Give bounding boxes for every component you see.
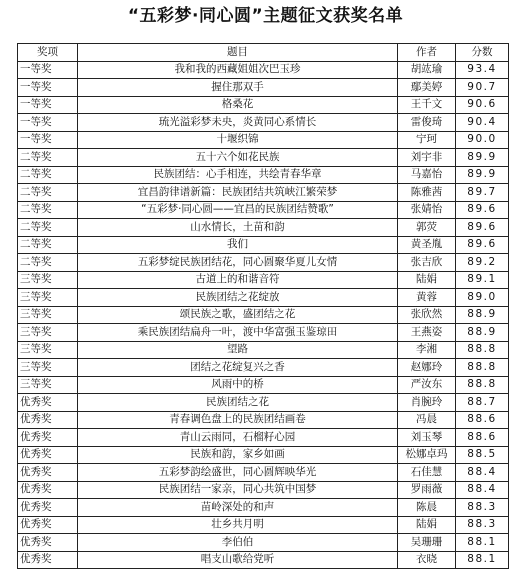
prize-cell: 优秀奖 — [18, 446, 78, 464]
author-cell: 肖腕玲 — [398, 394, 456, 412]
table-row — [18, 96, 509, 114]
score-cell: 88.3 — [456, 516, 509, 534]
score-cell: 90.4 — [456, 114, 509, 132]
score-cell: 88.9 — [456, 324, 509, 342]
prize-cell: 优秀奖 — [18, 481, 78, 499]
prize-cell: 三等奖 — [18, 271, 78, 289]
score-cell: 89.9 — [456, 149, 509, 167]
table-row — [18, 499, 509, 517]
title-cell: 握住那双手 — [78, 79, 398, 97]
table-row — [18, 184, 509, 202]
prize-cell: 三等奖 — [18, 376, 78, 394]
prize-cell: 二等奖 — [18, 219, 78, 237]
author-cell: 宁珂 — [398, 131, 456, 149]
table-row — [18, 254, 509, 272]
prize-cell: 二等奖 — [18, 201, 78, 219]
table-row — [18, 324, 509, 342]
score-cell: 88.1 — [456, 551, 509, 569]
score-cell: 88.4 — [456, 481, 509, 499]
prize-cell: 三等奖 — [18, 341, 78, 359]
table-row — [18, 464, 509, 482]
author-cell: 陈晨 — [398, 499, 456, 517]
author-cell: 吴珊珊 — [398, 534, 456, 552]
prize-cell: 一等奖 — [18, 114, 78, 132]
table-row — [18, 289, 509, 307]
score-cell: 89.1 — [456, 271, 509, 289]
title-cell: 琉光溢彩梦未央，炎黄同心系情长 — [78, 114, 398, 132]
title-cell: 苗岭深处的和声 — [78, 499, 398, 517]
score-cell: 89.6 — [456, 201, 509, 219]
score-cell: 90.7 — [456, 79, 509, 97]
prize-cell: 优秀奖 — [18, 499, 78, 517]
author-cell: 严汝东 — [398, 376, 456, 394]
prize-cell: 优秀奖 — [18, 411, 78, 429]
title-cell: 古道上的和谐音符 — [78, 271, 398, 289]
title-cell: 望路 — [78, 341, 398, 359]
title-cell: 乘民族团结扁舟一叶，渡中华富强玉鉴琼田 — [78, 324, 398, 342]
score-cell: 88.5 — [456, 446, 509, 464]
title-cell: 颂民族之歌，盛团结之花 — [78, 306, 398, 324]
author-cell: 张吉欣 — [398, 254, 456, 272]
title-cell: 民族团结之花 — [78, 394, 398, 412]
score-cell: 88.8 — [456, 359, 509, 377]
score-cell: 90.0 — [456, 131, 509, 149]
title-cell: 我和我的西藏姐姐次巴玉珍 — [78, 61, 398, 79]
score-cell: 89.0 — [456, 289, 509, 307]
title-cell: 团结之花绽复兴之香 — [78, 359, 398, 377]
page-title: “五彩梦·同心圆”主题征文获奖名单 — [127, 6, 404, 26]
title-cell: 五十六个如花民族 — [78, 149, 398, 167]
award-table — [17, 43, 509, 569]
author-cell: 刘宇非 — [398, 149, 456, 167]
score-cell: 88.7 — [456, 394, 509, 412]
table-row — [18, 131, 509, 149]
title-cell: 青春调色盘上的民族团结画卷 — [78, 411, 398, 429]
table-row — [18, 201, 509, 219]
prize-cell: 三等奖 — [18, 324, 78, 342]
title-cell: 格桑花 — [78, 96, 398, 114]
title-cell: 民族和韵，家乡如画 — [78, 446, 398, 464]
table-row — [18, 61, 509, 79]
title-cell: 宜昌韵律谱新篇：民族团结共筑峡江繁荣梦 — [78, 184, 398, 202]
prize-cell: 一等奖 — [18, 131, 78, 149]
table-body — [18, 61, 509, 569]
author-cell: 王千文 — [398, 96, 456, 114]
score-cell: 89.6 — [456, 219, 509, 237]
prize-cell: 优秀奖 — [18, 464, 78, 482]
table-row — [18, 551, 509, 569]
score-cell: 88.9 — [456, 306, 509, 324]
table-row — [18, 446, 509, 464]
score-cell: 88.4 — [456, 464, 509, 482]
prize-cell: 二等奖 — [18, 149, 78, 167]
author-cell: 冯晨 — [398, 411, 456, 429]
prize-cell: 优秀奖 — [18, 429, 78, 447]
title-cell: 民族团结：心手相连，共绘青春华章 — [78, 166, 398, 184]
score-cell: 89.7 — [456, 184, 509, 202]
table-row — [18, 306, 509, 324]
prize-cell: 一等奖 — [18, 96, 78, 114]
table-row — [18, 79, 509, 97]
table-row — [18, 149, 509, 167]
author-cell: 郭荧 — [398, 219, 456, 237]
score-cell: 88.6 — [456, 429, 509, 447]
prize-cell: 三等奖 — [18, 289, 78, 307]
author-cell: 张欣然 — [398, 306, 456, 324]
title-cell: 民族团结之花绽放 — [78, 289, 398, 307]
prize-cell: 二等奖 — [18, 254, 78, 272]
author-cell: 张婧怡 — [398, 201, 456, 219]
title-cell: 山水情长，土苗和韵 — [78, 219, 398, 237]
author-cell: 陆娟 — [398, 271, 456, 289]
prize-cell: 优秀奖 — [18, 551, 78, 569]
score-cell: 93.4 — [456, 61, 509, 79]
title-cell: 五彩梦韵绘盛世，同心圆辉映华光 — [78, 464, 398, 482]
table-row — [18, 394, 509, 412]
table-row — [18, 359, 509, 377]
author-cell: 鄢美婷 — [398, 79, 456, 97]
author-cell: 松娜卓玛 — [398, 446, 456, 464]
table-row — [18, 166, 509, 184]
table-header — [18, 44, 509, 62]
score-cell: 89.9 — [456, 166, 509, 184]
title-cell: 五彩梦绽民族团结花，同心圆聚华夏儿女情 — [78, 254, 398, 272]
author-cell: 衣晓 — [398, 551, 456, 569]
author-cell: 雷俊琦 — [398, 114, 456, 132]
table-row — [18, 429, 509, 447]
prize-cell: 优秀奖 — [18, 394, 78, 412]
score-cell: 88.8 — [456, 341, 509, 359]
author-cell: 黄蓉 — [398, 289, 456, 307]
author-cell: 李湘 — [398, 341, 456, 359]
header-prize: 奖项 — [18, 44, 78, 62]
prize-cell: 优秀奖 — [18, 534, 78, 552]
table-row — [18, 341, 509, 359]
author-cell: 马嘉怡 — [398, 166, 456, 184]
prize-cell: 三等奖 — [18, 306, 78, 324]
score-cell: 90.6 — [456, 96, 509, 114]
prize-cell: 二等奖 — [18, 166, 78, 184]
table-row — [18, 411, 509, 429]
header-title: 题目 — [78, 44, 398, 62]
header-score: 分数 — [456, 44, 509, 62]
author-cell: 黄圣胤 — [398, 236, 456, 254]
title-cell: 民族团结一家亲，同心共筑中国梦 — [78, 481, 398, 499]
table-row — [18, 271, 509, 289]
title-cell: 壮乡共月明 — [78, 516, 398, 534]
score-cell: 88.6 — [456, 411, 509, 429]
table-row — [18, 376, 509, 394]
prize-cell: 二等奖 — [18, 184, 78, 202]
title-cell: 我们 — [78, 236, 398, 254]
table-row — [18, 516, 509, 534]
header-author: 作者 — [398, 44, 456, 62]
title-cell: 李伯伯 — [78, 534, 398, 552]
score-cell: 89.2 — [456, 254, 509, 272]
prize-cell: 优秀奖 — [18, 516, 78, 534]
title-cell: 风雨中的桥 — [78, 376, 398, 394]
author-cell: 陈雅茜 — [398, 184, 456, 202]
author-cell: 王燕姿 — [398, 324, 456, 342]
table-row — [18, 219, 509, 237]
header-row — [18, 44, 509, 62]
title-cell: 唱支山歌给党听 — [78, 551, 398, 569]
prize-cell: 一等奖 — [18, 79, 78, 97]
author-cell: 石佳慧 — [398, 464, 456, 482]
author-cell: 罗雨薇 — [398, 481, 456, 499]
prize-cell: 二等奖 — [18, 236, 78, 254]
author-cell: 赵娜玲 — [398, 359, 456, 377]
author-cell: 胡竑瑜 — [398, 61, 456, 79]
table-row — [18, 236, 509, 254]
prize-cell: 三等奖 — [18, 359, 78, 377]
score-cell: 88.1 — [456, 534, 509, 552]
score-cell: 89.6 — [456, 236, 509, 254]
title-cell: 青山云雨同，石榴籽心园 — [78, 429, 398, 447]
table-row — [18, 534, 509, 552]
title-cell: 十堰织锦 — [78, 131, 398, 149]
prize-cell: 一等奖 — [18, 61, 78, 79]
score-cell: 88.8 — [456, 376, 509, 394]
score-cell: 88.3 — [456, 499, 509, 517]
author-cell: 刘玉琴 — [398, 429, 456, 447]
table-row — [18, 114, 509, 132]
title-cell: “五彩梦·同心圆——宜昌的民族团结赞歌” — [78, 201, 398, 219]
author-cell: 陆娟 — [398, 516, 456, 534]
table-row — [18, 481, 509, 499]
